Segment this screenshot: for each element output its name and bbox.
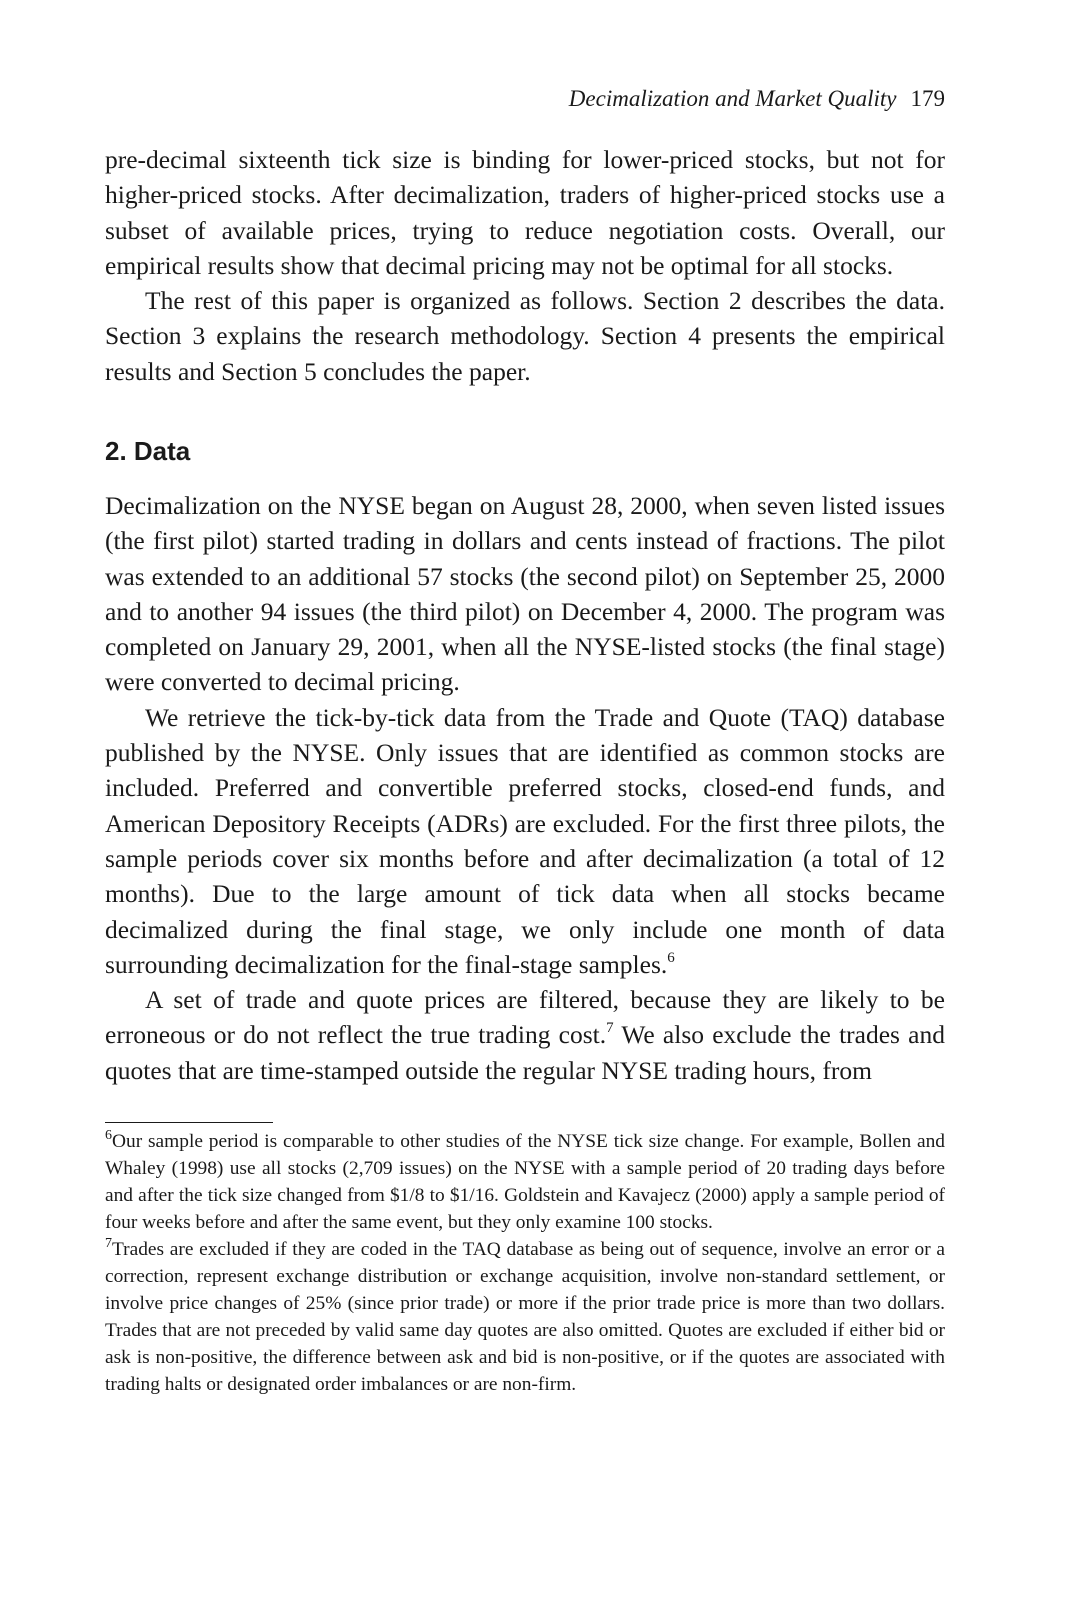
data-paragraph-2 <box>105 700 945 982</box>
footnote-7 <box>105 1236 945 1398</box>
running-head-title: Decimalization and Market Quality <box>568 86 897 111</box>
intro-text-block <box>105 142 945 389</box>
page <box>105 0 945 1600</box>
data-paragraph-3 <box>105 982 945 1088</box>
intro-paragraph-1: pre-decimal sixteenth tick size is binding for lower-priced stocks, but not for higher-priced stocks. After decimalization, traders of higher-priced stocks use a subset of available prices, trying to reduce negotiation costs. Overall, our empirical results show that decimal pricing may not be optimal for all stocks. <box>105 145 945 280</box>
footnotes <box>105 1128 945 1398</box>
footnote-marker-7: 7 <box>105 1236 112 1251</box>
data-paragraph-2-text: We retrieve the tick-by-tick data from the Trade and Quote (TAQ) database published by the NYSE. Only issues that are identified as common stocks are included. Preferred and convertible preferred stocks, closed-end funds, and American Depository Receipts (ADRs) are excluded. For the first three pilots, the sample periods cover six months before and after decimalization (a total of 12 months). Due to the large amount of tick data when all stocks became decimalized during the final stage, we only include one month of data surrounding decimalization for the final-stage samples. <box>105 702 945 979</box>
footnote-marker-6: 6 <box>105 1128 112 1143</box>
data-paragraph-1: Decimalization on the NYSE began on August 28, 2000, when seven listed issues (the first pilot) started trading in dollars and cents instead of fractions. The pilot was extended to an additional 57 stocks (the second pilot) on September 25, 2000 and to another 94 issues (the third pilot) on December 4, 2000. The program was completed on January 29, 2001, when all the NYSE-listed stocks (the final stage) were converted to decimal pricing. <box>105 491 945 697</box>
page-number: 179 <box>910 86 945 111</box>
intro-paragraph-2: The rest of this paper is organized as follows. Section 2 describes the data. Section 3 explains the research methodology. Section 4 presents the empirical results and Section 5 concludes the paper. <box>105 286 945 386</box>
footnote-6 <box>105 1128 945 1236</box>
footnote-divider <box>105 1122 273 1123</box>
footnote-ref-7[interactable]: 7 <box>606 1020 614 1037</box>
footnote-ref-6[interactable]: 6 <box>667 949 675 966</box>
data-paragraph-3-text-b: We also exclude the trades and quotes that are time-stamped outside the regular NYSE trading hours, from <box>105 1020 945 1085</box>
section-heading: 2. Data <box>105 436 191 466</box>
data-paragraph-3-text-a: A set of trade and quote prices are filtered, because they are likely to be erroneous or do not reflect the true trading cost. <box>105 985 945 1050</box>
footnote-7-text: Trades are excluded if they are coded in the TAQ database as being out of sequence, involve an error or a correction, represent exchange distribution or exchange acquisition, involve non-standard settlement, or involve price changes of 25% (since prior trade) or more if the prior trade price is more than two dollars. Trades that are not preceded by valid same day quotes are also omitted. Quotes are excluded if either bid or ask is non-positive, the difference between ask and bid is non-positive, or if the quotes are associated with trading halts or designated order imbalances or are non-firm. <box>105 1239 945 1395</box>
footnote-6-text: Our sample period is comparable to other studies of the NYSE tick size change. For example, Bollen and Whaley (1998) use all stocks (2,709 issues) on the NYSE with a sample period of 20 trading days before and after the tick size changed from $1/8 to $1/16. Goldstein and Kavajecz (2000) apply a sample period of four weeks before and after the same event, but they only examine 100 stocks. <box>105 1131 945 1233</box>
running-head <box>569 86 945 112</box>
data-section-text-block <box>105 488 945 1088</box>
